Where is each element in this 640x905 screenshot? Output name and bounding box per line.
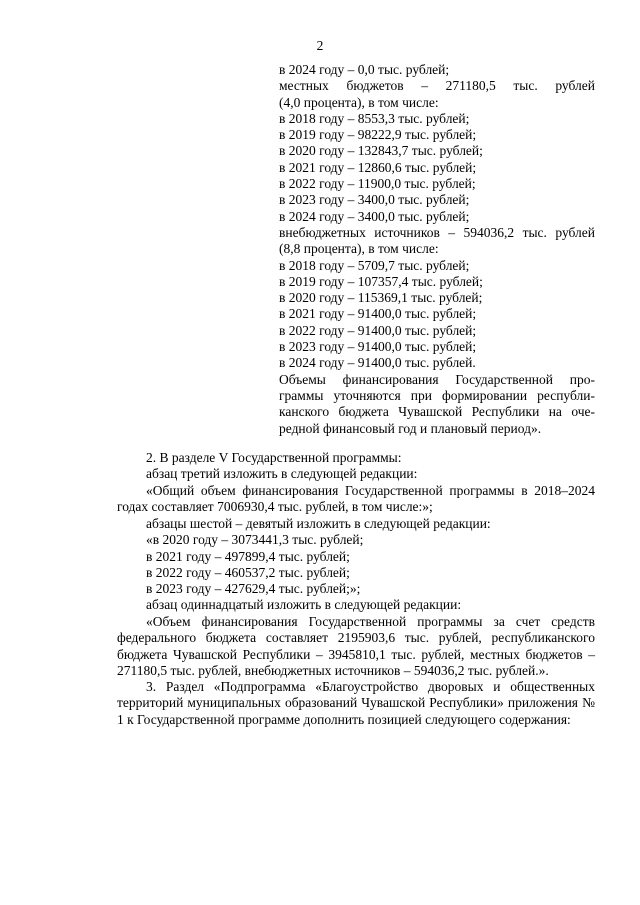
financing-line: в 2018 году – 8553,3 тыс. рублей; <box>279 110 470 126</box>
financing-note-line: редной финансовый год и плановый период». <box>279 420 542 436</box>
financing-line: в 2022 году – 11900,0 тыс. рублей; <box>279 176 476 192</box>
financing-line: в 2020 году – 115369,1 тыс. рублей; <box>279 290 483 306</box>
amendment-section <box>117 450 595 483</box>
paragraph: в 2021 году – 497899,4 тыс. рублей; <box>146 548 350 564</box>
paragraph-total-financing: «Общий объем финансирования Государственной программы в 2018–2024 годах составляет 7006930,4 тыс. рублей, в том числе:»; <box>117 483 595 515</box>
page-number: 2 <box>316 38 324 53</box>
financing-note-line: Объемы финансирования Государственной про- <box>279 371 595 387</box>
paragraph-group <box>146 516 595 614</box>
paragraph: в 2022 году – 460537,2 тыс. рублей; <box>146 564 350 580</box>
financing-line: в 2023 году – 91400,0 тыс. рублей; <box>279 339 477 355</box>
financing-line: (8,8 процента), в том числе: <box>279 241 439 257</box>
financing-line: местных бюджетов – 271180,5 тыс. рублей <box>279 78 595 94</box>
paragraph-budget-sources: «Объем финансирования Государственной программы за счет средств федерального бюджета составляет 2195903,6 тыс. рублей, республиканского бюджета Чувашской Республики – 3945810,1 тыс. рублей, местных бюджетов – 271180,5 тыс. рублей, внебюджетных источников – 594036,2 тыс. рублей.». <box>117 614 595 678</box>
financing-line: (4,0 процента), в том числе: <box>279 94 439 110</box>
financing-line: в 2024 году – 91400,0 тыс. рублей. <box>279 355 476 371</box>
financing-line: в 2019 году – 107357,4 тыс. рублей; <box>279 273 483 289</box>
financing-note-line: канского бюджета Чувашской Республики на оче- <box>279 404 595 420</box>
paragraph-section-3: 3. Раздел «Подпрограмма «Благоустройство дворовых и общественных территорий муниципальных образований Чувашской Республики» приложения № 1 к Государственной программе дополнить позицией следующего содержания: <box>117 679 595 727</box>
paragraph: в 2023 году – 427629,4 тыс. рублей;»; <box>146 581 361 597</box>
financing-line: в 2024 году – 0,0 тыс. рублей; <box>279 62 450 77</box>
financing-details-column <box>279 62 595 437</box>
paragraph: абзацы шестой – девятый изложить в следующей редакции: <box>146 516 491 531</box>
financing-line: в 2024 году – 3400,0 тыс. рублей; <box>279 208 470 224</box>
paragraph: «в 2020 году – 3073441,3 тыс. рублей; <box>146 532 364 548</box>
financing-line: в 2023 году – 3400,0 тыс. рублей; <box>279 192 470 208</box>
financing-line: в 2018 году – 5709,7 тыс. рублей; <box>279 257 470 273</box>
paragraph: абзац третий изложить в следующей редакции: <box>146 466 418 482</box>
financing-line: в 2022 году – 91400,0 тыс. рублей; <box>279 322 477 338</box>
section-heading: 2. В разделе V Государственной программы: <box>146 450 402 465</box>
financing-line: в 2021 году – 12860,6 тыс. рублей; <box>279 159 477 175</box>
financing-line: в 2020 году – 132843,7 тыс. рублей; <box>279 143 483 159</box>
paragraph: абзац одиннадцатый изложить в следующей редакции: <box>146 597 462 613</box>
financing-line: внебюджетных источников – 594036,2 тыс. рублей <box>279 224 595 240</box>
financing-line: в 2021 году – 91400,0 тыс. рублей; <box>279 306 477 322</box>
financing-line: в 2019 году – 98222,9 тыс. рублей; <box>279 127 477 143</box>
financing-note-line: граммы уточняются при формировании республи- <box>279 387 595 403</box>
